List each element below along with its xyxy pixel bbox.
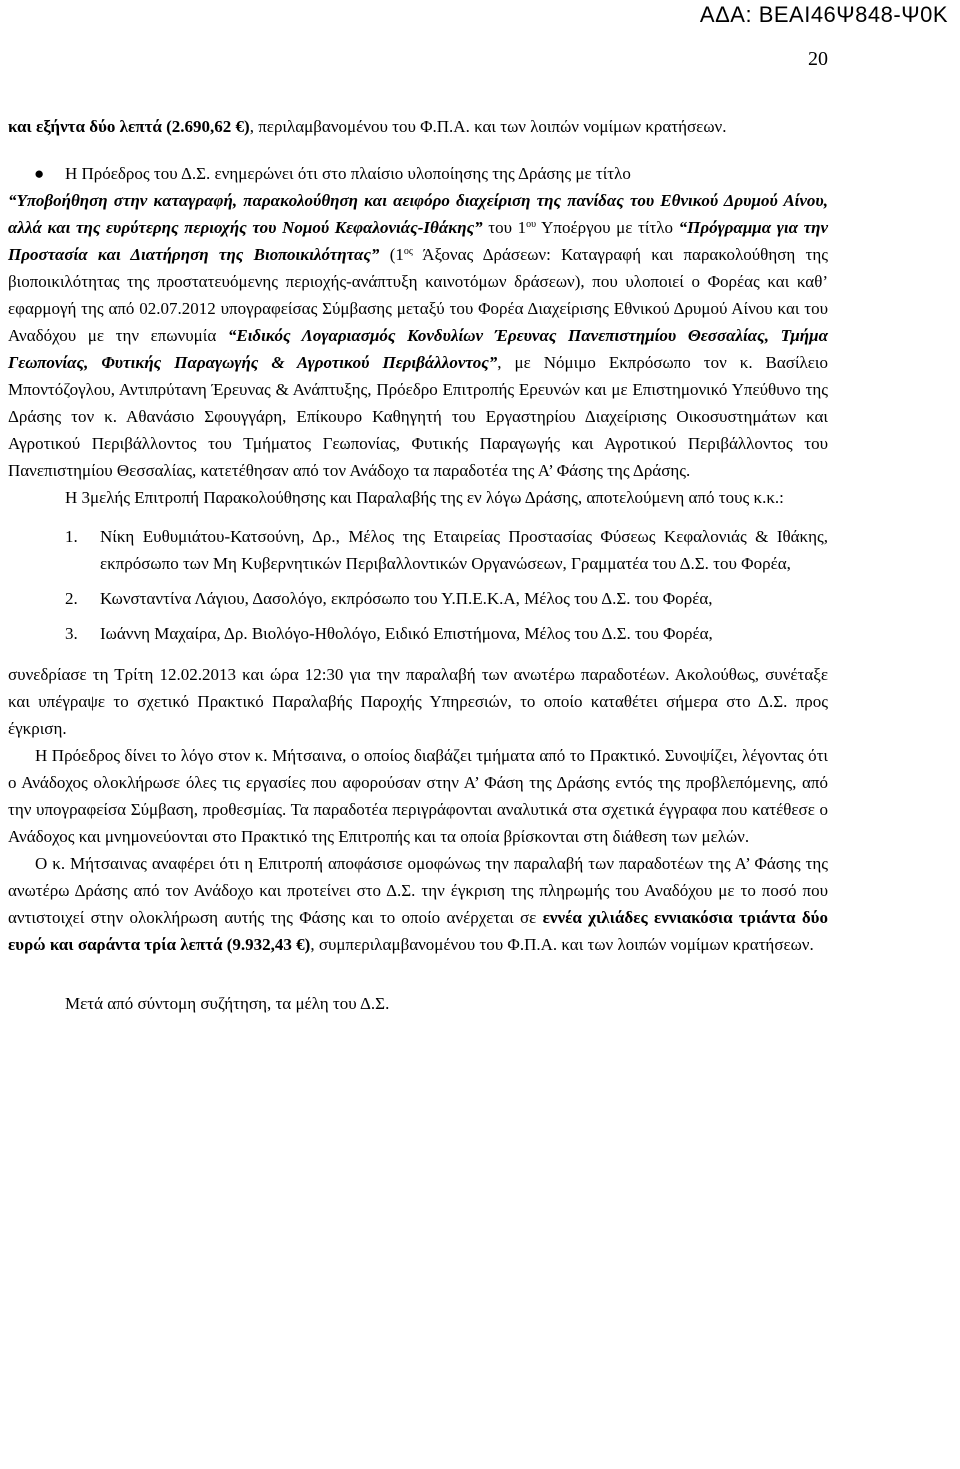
paragraph-action-details bbox=[8, 187, 828, 484]
page-number: 20 bbox=[808, 48, 828, 70]
committee-members-list bbox=[8, 523, 828, 647]
ada-code-header: ΑΔΑ: ΒΕΑΙ46Ψ848-Ψ0Κ bbox=[699, 2, 948, 27]
text-fragment: Άξονας Δράσεων: Καταγραφή και παρακολούθηση της βιοποικιλότητας της προστατευόμενης περιοχής-ανάπτυξη καινοτόμων δράσεων), που υλοποιεί ο Φορέας και καθ’ εφαρμογή της από 02.07.2012 υπογραφείσας Σύμβασης μεταξύ του Φορέα Διαχείρισης Εθνικού Δρυμού Αίνου και του Αναδόχου με την επωνυμία bbox=[8, 245, 829, 345]
bullet-text: Η Πρόεδρος του Δ.Σ. ενημερώνει ότι στο πλαίσιο υλοποίησης της Δράσης με τίτλο bbox=[65, 164, 631, 183]
paragraph-committee-intro: Η 3μελής Επιτροπή Παρακολούθησης και Παραλαβής της εν λόγω Δράσης, αποτελούμενη από τους κ.κ.: bbox=[65, 488, 784, 507]
superscript-os: ος bbox=[403, 246, 413, 257]
subproject-title: “Πρόγραμμα για την Προστασία και Διατήρηση της Βιοποικιλότητας” bbox=[8, 218, 829, 264]
bullet-item-presentation bbox=[8, 160, 828, 187]
contractor-name: “Ειδικός Λογαριασμός Κονδυλίων Έρευνας Πανεπιστημίου Θεσσαλίας, Τμήμα Γεωπονίας, Φυτικής Παραγωγής & Αγροτικού Περιβάλλοντος” bbox=[8, 326, 828, 372]
paragraph-decision bbox=[8, 850, 828, 958]
list-number: 1. bbox=[65, 527, 78, 546]
superscript-ou: ου bbox=[526, 219, 537, 230]
decision-text: Ο κ. Μήτσαινας αναφέρει ότι η Επιτροπή αποφάσισε ομοφώνως την παραλαβή των παραδοτέων της Α’ Φάσης της ανωτέρω Δράσης από τον Ανάδοχο και προτείνει στο Δ.Σ. την έγκριση της πληρωμής του Αναδόχου με το ποσό που αντιστοιχεί στην ολοκλήρωση αυτής της Φάσης και το οποίο ανέρχεται σε bbox=[8, 854, 828, 927]
paragraph-discussion: Μετά από σύντομη συζήτηση, τα μέλη του Δ.Σ. bbox=[65, 994, 390, 1013]
text-fragment: Υποέργου με τίτλο bbox=[536, 218, 679, 237]
paragraph-meeting: συνεδρίασε τη Τρίτη 12.02.2013 και ώρα 12:30 για την παραλαβή των ανωτέρω παραδοτέων. Ακολούθως, συνέταξε και υπέγραψε το σχετικό Πρακτικό Παραλαβής Παροχής Υπηρεσιών, το οποίο καταθέτει σήμερα στο Δ.Σ. προς έγκριση. bbox=[8, 665, 828, 738]
list-number: 2. bbox=[65, 589, 78, 608]
decision-tail-text: , συμπεριλαμβανομένου του Φ.Π.Α. και των λοιπών νομίμων κρατήσεων. bbox=[310, 935, 814, 954]
member-text: Ιωάννη Μαχαίρα, Δρ. Βιολόγο-Ηθολόγο, Ειδικό Επιστήμονα, Μέλος του Δ.Σ. του Φορέα, bbox=[100, 624, 713, 643]
text-fragment: (1 bbox=[379, 245, 404, 264]
list-item bbox=[8, 620, 828, 647]
amount-bold-text: και εξήντα δύο λεπτά (2.690,62 €) bbox=[8, 117, 250, 136]
paragraph-floor: Η Πρόεδρος δίνει το λόγο στον κ. Μήτσαινα, ο οποίος διαβάζει τμήματα από το Πρακτικό. Συνοψίζει, λέγοντας ότι ο Ανάδοχος ολοκλήρωσε όλες τις εργασίες που αφορούσαν στην Α’ Φάση της Δράσης εντός της προβλεπόμενης, από την υπογραφείσα Σύμβαση, προθεσμίας. Τα παραδοτέα περιγράφονται αναλυτικά στα σχετικά έγγραφα που κατέθεσε ο Ανάδοχος και μνημονεύονται στο Πρακτικό της Επιτροπής και τα οποία βρίσκονται στη διάθεση των μελών. bbox=[8, 746, 828, 846]
member-text: Νίκη Ευθυμιάτου-Κατσούνη, Δρ., Μέλος της Εταιρείας Προστασίας Φύσεως Κεφαλονιάς & Ιθάκης, εκπρόσωπο των Μη Κυβερνητικών Περιβαλλοντικών Οργανώσεων, Γραμματέα του Δ.Σ. του Φορέα, bbox=[100, 527, 828, 573]
bullet-dot-icon: ● bbox=[34, 164, 45, 183]
decision-amount-bold: εννέα χιλιάδες εννιακόσια τριάντα δύο ευρώ και σαράντα τρία λεπτά (9.932,43 €) bbox=[8, 908, 829, 954]
paragraph-payment-amount bbox=[8, 113, 828, 140]
list-item bbox=[8, 585, 828, 612]
member-text: Κωνσταντίνα Λάγιου, Δασολόγο, εκπρόσωπο του Υ.Π.Ε.Κ.Α, Μέλος του Δ.Σ. του Φορέα, bbox=[100, 589, 713, 608]
text-fragment: του 1 bbox=[482, 218, 527, 237]
list-item bbox=[8, 523, 828, 577]
text-fragment: , με Νόμιμο Εκπρόσωπο τον κ. Βασίλειο Μποντόζογλου, Αντιπρύτανη Έρευνας & Ανάπτυξης, Πρόεδρο Επιτροπής Ερευνών και με Επιστημονικό Υπεύθυνο της Δράσης τον κ. Αθανάσιο Σφουγγάρη, Επίκουρο Καθηγητή του Εργαστηρίου Διαχείρισης Οικοσυστημάτων και Αγροτικού Περιβάλλοντος του Τμήματος Γεωπονίας, Φυτικής Παραγωγής και Αγροτικού Περιβάλλοντος του Πανεπιστημίου Θεσσαλίας, κατετέθησαν από τον Ανάδοχο τα παραδοτέα της Α’ Φάσης της Δράσης. bbox=[8, 353, 828, 480]
list-number: 3. bbox=[65, 624, 78, 643]
amount-tail-text: , περιλαμβανομένου του Φ.Π.Α. και των λοιπών νομίμων κρατήσεων. bbox=[249, 117, 727, 136]
action-title: “Υποβοήθηση στην καταγραφή, παρακολούθηση και αειφόρο διαχείριση της πανίδας του Εθνικού Δρυμού Αίνου, αλλά και της ευρύτερης περιοχής του Νομού Κεφαλονιάς-Ιθάκης” bbox=[8, 191, 828, 237]
document-body bbox=[8, 113, 828, 1017]
